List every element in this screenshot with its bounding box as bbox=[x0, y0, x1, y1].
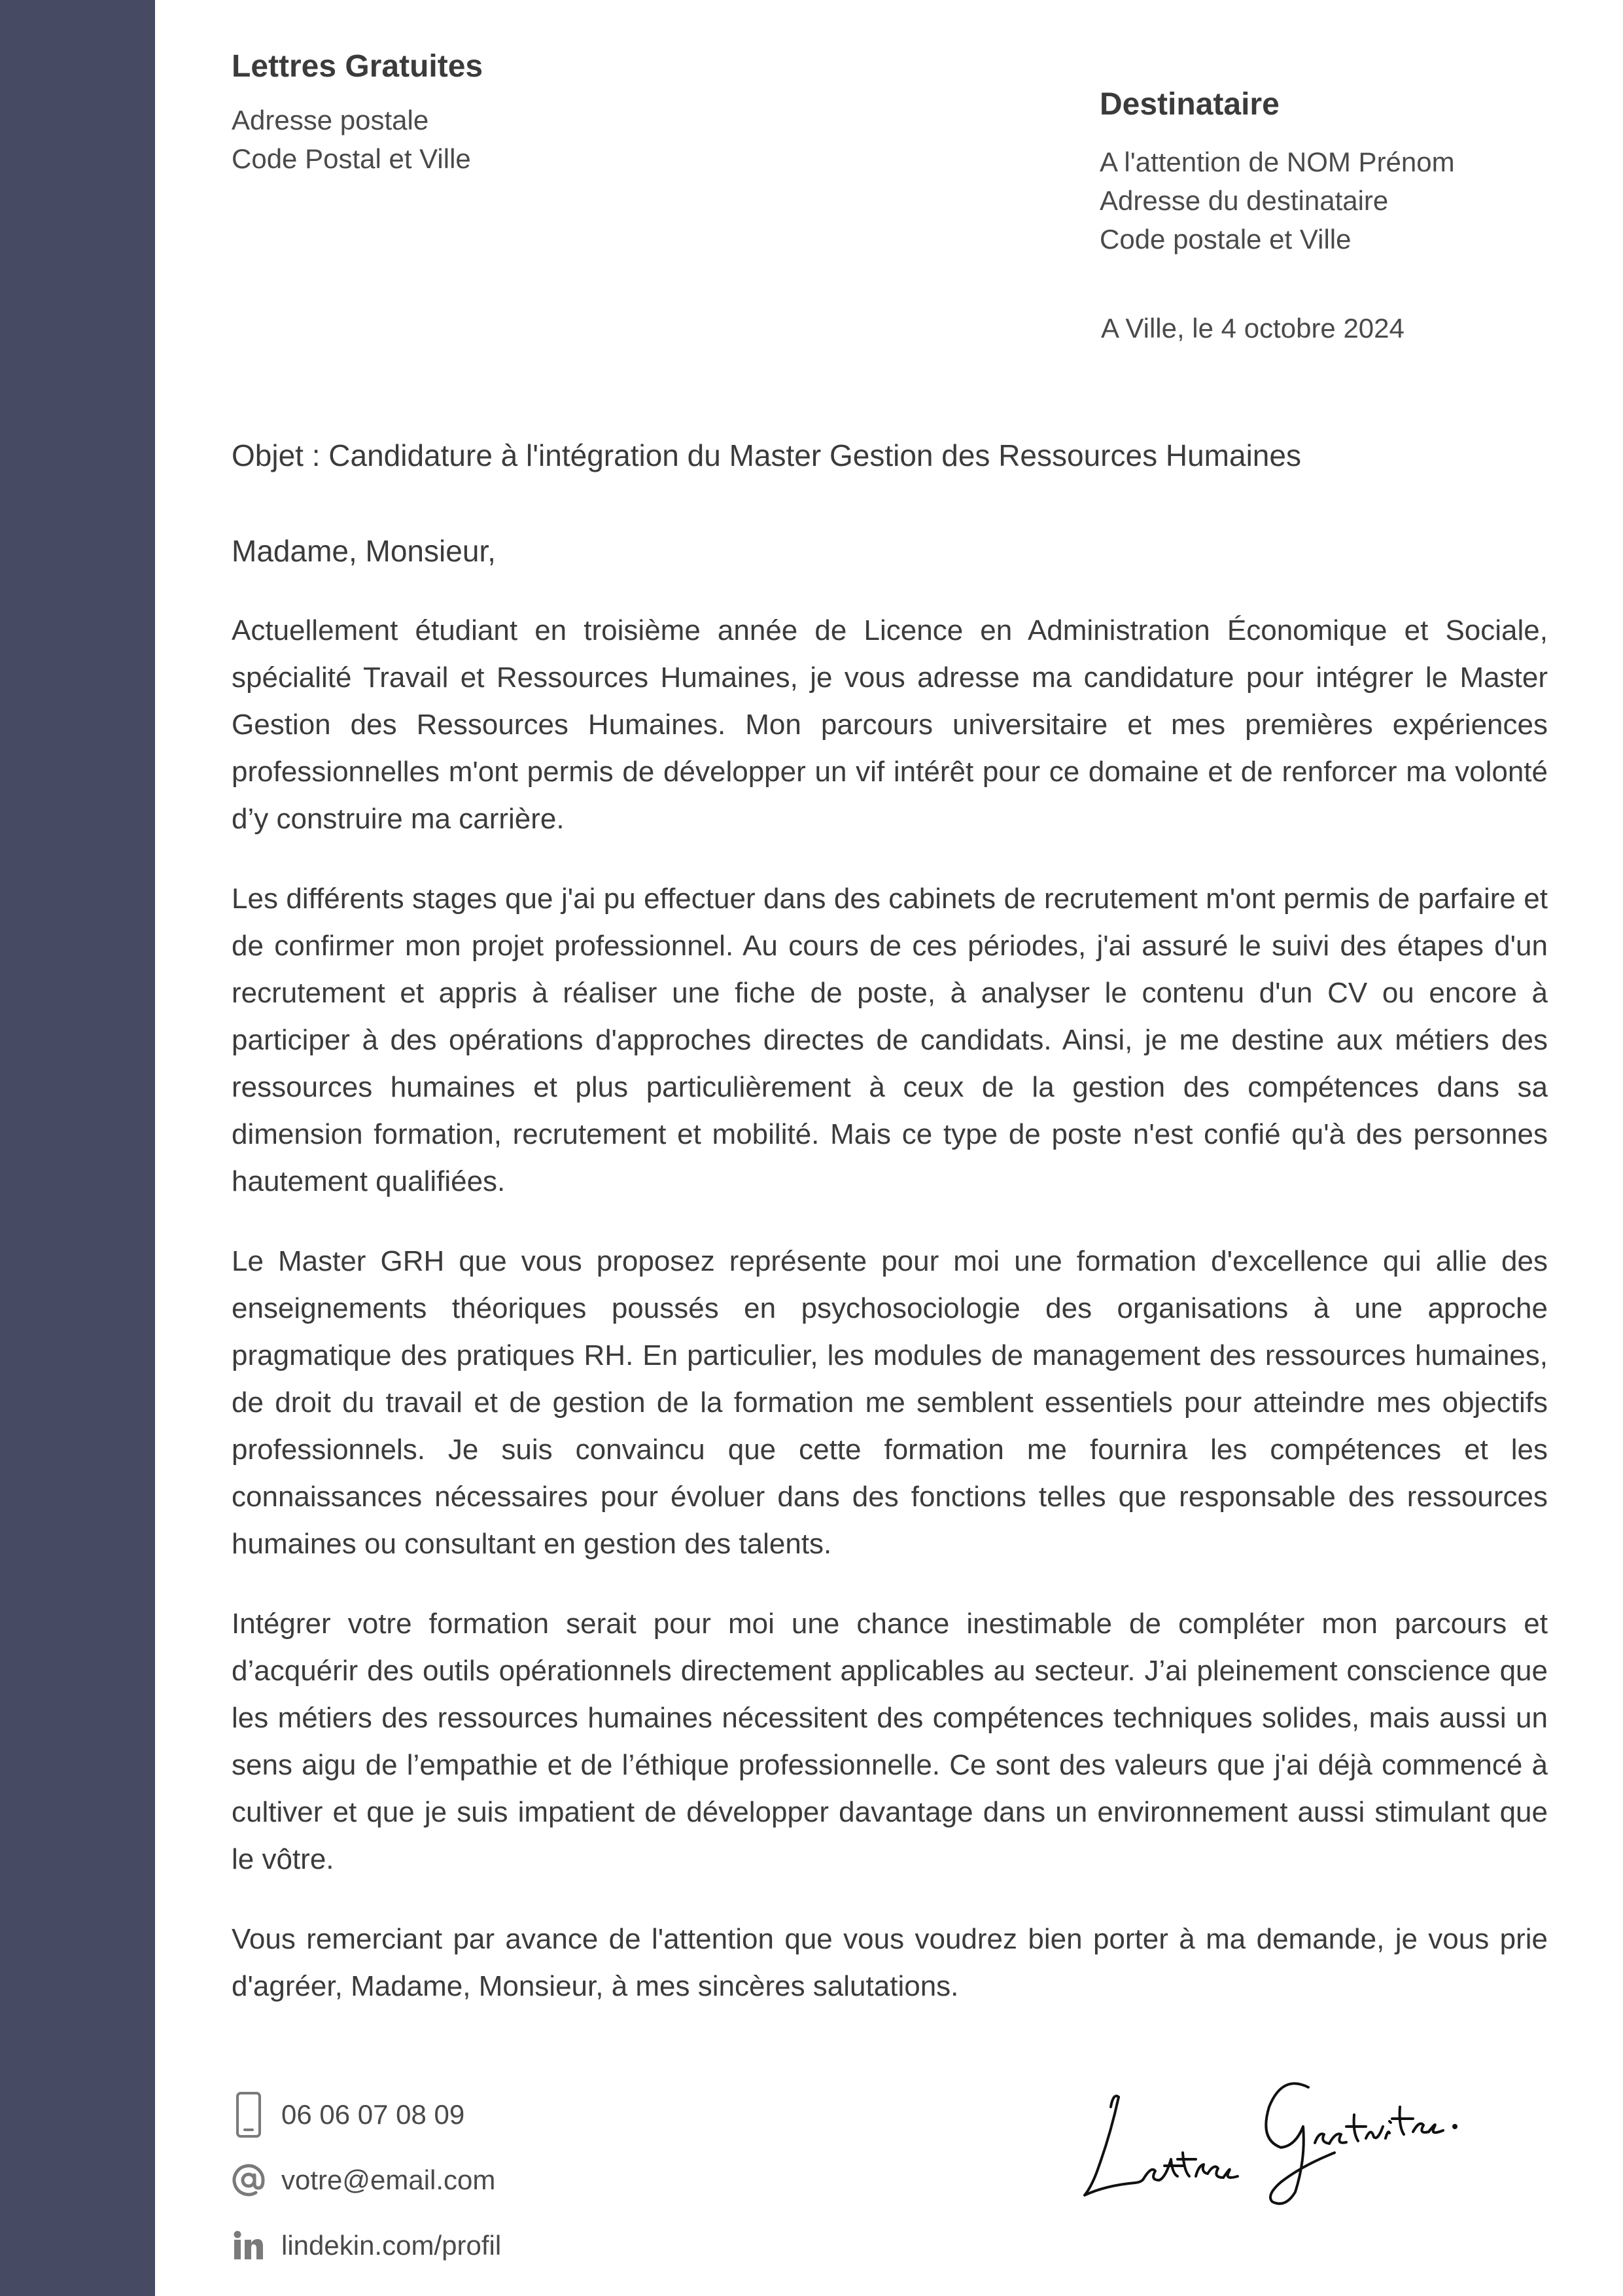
sender-city: Code Postal et Ville bbox=[232, 143, 471, 174]
letter-greeting: Madame, Monsieur, bbox=[232, 534, 496, 568]
contact-phone-row bbox=[232, 2082, 501, 2147]
handwritten-signature bbox=[1073, 2061, 1465, 2218]
phone-icon bbox=[232, 2091, 266, 2138]
body-paragraph: Vous remerciant par avance de l'attention que vous voudrez bien porter à ma demande, je vous prie d'agréer, Madame, Monsieur, à mes sincères salutations. bbox=[232, 1923, 1548, 2002]
recipient-address: Adresse du destinataire bbox=[1100, 185, 1389, 216]
letter-subject: Objet : Candidature à l'intégration du Master Gestion des Ressources Humaines bbox=[232, 438, 1301, 472]
body-paragraph: Actuellement étudiant en troisième année de Licence en Administration Économique et Sociale, spécialité Travail et Ressources Humaines, je vous adresse ma candidature pour intégrer le Master Gestion des Ressources Humaines. Mon parcours universitaire et mes premières expériences professionnelles m'ont permis de développer un vif intérêt pour ce domaine et de renforcer ma volonté d’y construire ma carrière. bbox=[232, 614, 1548, 835]
at-icon bbox=[232, 2157, 266, 2204]
contact-email[interactable]: votre@email.com bbox=[281, 2164, 496, 2195]
sender-address: Adresse postale bbox=[232, 105, 429, 135]
recipient-city: Code postale et Ville bbox=[1100, 224, 1352, 255]
recipient-attention: A l'attention de NOM Prénom bbox=[1100, 147, 1455, 177]
contact-block bbox=[232, 2082, 501, 2278]
contact-phone[interactable]: 06 06 07 08 09 bbox=[281, 2099, 465, 2130]
recipient-block bbox=[1100, 85, 1597, 258]
contact-linkedin[interactable]: lindekin.com/profil bbox=[281, 2230, 502, 2261]
contact-email-row bbox=[232, 2147, 501, 2213]
linkedin-icon bbox=[232, 2222, 266, 2269]
sender-block bbox=[232, 47, 820, 178]
sender-name: Lettres Gratuites bbox=[232, 49, 483, 84]
letter-date: A Ville, le 4 octobre 2024 bbox=[1101, 313, 1405, 344]
sidebar-band bbox=[0, 0, 155, 2296]
recipient-title: Destinataire bbox=[1100, 87, 1280, 122]
body-paragraph: Intégrer votre formation serait pour moi une chance inestimable de compléter mon parcours et d’acquérir des outils opérationnels directement applicables au secteur. J’ai pleinement conscience que les métiers des ressources humaines nécessitent des compétences techniques solides, mais aussi un sens aigu de l’empathie et de l’éthique professionnelle. Ce sont des valeurs que j'ai déjà commencé à cultiver et que je suis impatient de développer davantage dans un environnement aussi stimulant que le vôtre. bbox=[232, 1608, 1548, 1875]
body-paragraph: Le Master GRH que vous proposez représente pour moi une formation d'excellence qui allie des enseignements théoriques poussés en psychosociologie des organisations à une approche pragmatique des pratiques RH. En particulier, les modules de management des ressources humaines, de droit du travail et de gestion de la formation me semblent essentiels pour atteindre mes objectifs professionnels. Je suis convaincu que cette formation me fournira les compétences et les connaissances nécessaires pour évoluer dans des fonctions telles que responsable des ressources humaines ou consultant en gestion des talents. bbox=[232, 1245, 1548, 1560]
body-paragraph: Les différents stages que j'ai pu effectuer dans des cabinets de recrutement m'ont permis de parfaire et de confirmer mon projet professionnel. Au cours de ces périodes, j'ai assuré le suivi des étapes d'un recrutement et appris à réaliser une fiche de poste, à analyser le contenu d'un CV ou encore à participer à des opérations d'approches directes de candidats. Ainsi, je me destine aux métiers des ressources humaines et plus particulièrement à ceux de la gestion des compétences dans sa dimension formation, recrutement et mobilité. Mais ce type de poste n'est confié qu'à des personnes hautement qualifiées. bbox=[232, 883, 1548, 1197]
letter-body bbox=[232, 607, 1548, 2043]
contact-linkedin-row bbox=[232, 2213, 501, 2278]
